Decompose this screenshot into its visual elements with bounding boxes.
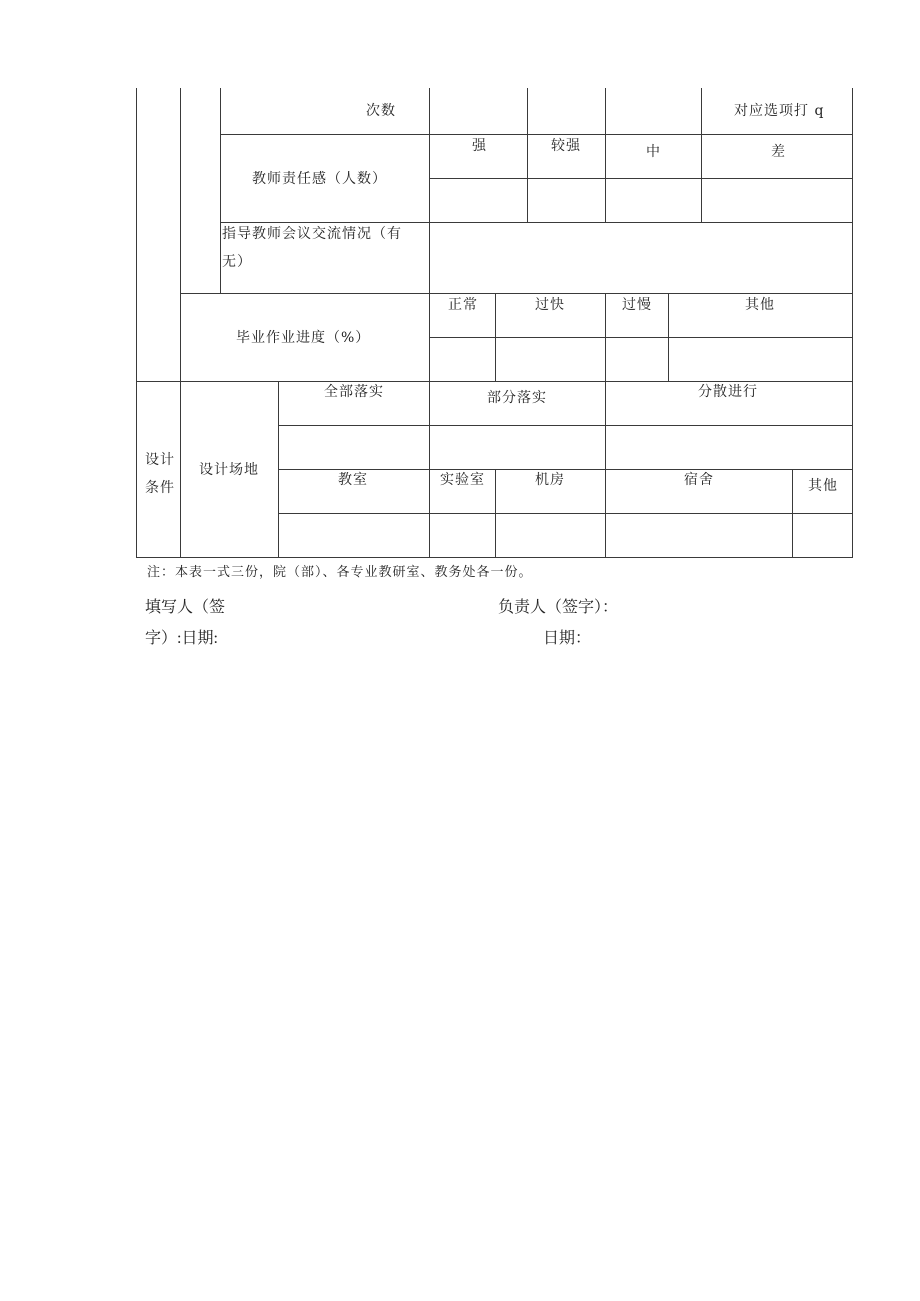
implementation-full-cell[interactable] bbox=[279, 426, 429, 469]
times-cell[interactable] bbox=[528, 89, 605, 134]
venue-dormitory-cell[interactable] bbox=[606, 514, 792, 557]
implementation-partial-cell[interactable] bbox=[430, 426, 605, 469]
venue-option-classroom: 教室 bbox=[338, 472, 368, 488]
progress-option-too-slow: 过慢 bbox=[622, 297, 652, 313]
implementation-option-partial: 部分落实 bbox=[487, 390, 547, 406]
venue-option-laboratory: 实验室 bbox=[440, 472, 485, 488]
responsibility-option-strong: 强 bbox=[472, 138, 487, 154]
implementation-option-full: 全部落实 bbox=[324, 384, 384, 400]
responsibility-poor-cell[interactable] bbox=[702, 179, 852, 222]
responsibility-fairly-strong-cell[interactable] bbox=[528, 179, 605, 222]
responsible-date-label: 日期： bbox=[543, 630, 592, 647]
venue-laboratory-cell[interactable] bbox=[430, 514, 495, 557]
progress-option-normal: 正常 bbox=[448, 297, 478, 313]
times-cell[interactable] bbox=[606, 89, 701, 134]
mark-option-label: 对应选项打 q bbox=[734, 103, 825, 119]
responsible-signature-line1: 负责人（签字）： bbox=[498, 599, 619, 616]
responsibility-medium-cell[interactable] bbox=[606, 179, 701, 222]
progress-too-slow-cell[interactable] bbox=[606, 338, 668, 381]
responsibility-strong-cell[interactable] bbox=[430, 179, 527, 222]
times-label: 次数 bbox=[366, 103, 396, 119]
implementation-option-scattered: 分散进行 bbox=[698, 384, 758, 400]
progress-too-fast-cell[interactable] bbox=[496, 338, 605, 381]
progress-option-too-fast: 过快 bbox=[535, 297, 565, 313]
responsibility-option-fairly-strong: 较强 bbox=[551, 138, 581, 154]
times-cell[interactable] bbox=[430, 89, 527, 134]
work-progress-label: 毕业作业进度（%） bbox=[236, 330, 371, 346]
venue-classroom-cell[interactable] bbox=[279, 514, 429, 557]
implementation-scattered-cell[interactable] bbox=[606, 426, 852, 469]
meeting-label-line1: 指导教师会议交流情况（有 bbox=[222, 226, 402, 242]
venue-option-dormitory: 宿舍 bbox=[684, 472, 714, 488]
meeting-label-line2: 无） bbox=[222, 254, 252, 270]
venue-option-other: 其他 bbox=[808, 478, 838, 494]
design-conditions-label-line1: 设计 bbox=[145, 452, 175, 468]
filler-signature-line1: 填写人（签 bbox=[145, 599, 226, 616]
filler-signature-line2: 字）:日期: bbox=[145, 630, 218, 647]
form-note: 注：本表一式三份，院（部）、各专业教研室、教务处各一份。 bbox=[147, 565, 533, 580]
venue-computer-room-cell[interactable] bbox=[496, 514, 605, 557]
meeting-cell[interactable] bbox=[430, 223, 852, 293]
responsibility-option-poor: 差 bbox=[771, 144, 786, 160]
responsibility-label: 教师责任感（人数） bbox=[252, 171, 387, 187]
progress-other-cell[interactable] bbox=[669, 338, 852, 381]
venue-option-computer-room: 机房 bbox=[535, 472, 565, 488]
responsibility-option-medium: 中 bbox=[646, 144, 661, 160]
design-conditions-label-line2: 条件 bbox=[145, 480, 175, 496]
design-venue-label: 设计场地 bbox=[199, 462, 259, 478]
progress-option-other: 其他 bbox=[745, 297, 775, 313]
venue-other-cell[interactable] bbox=[793, 514, 852, 557]
progress-normal-cell[interactable] bbox=[430, 338, 495, 381]
